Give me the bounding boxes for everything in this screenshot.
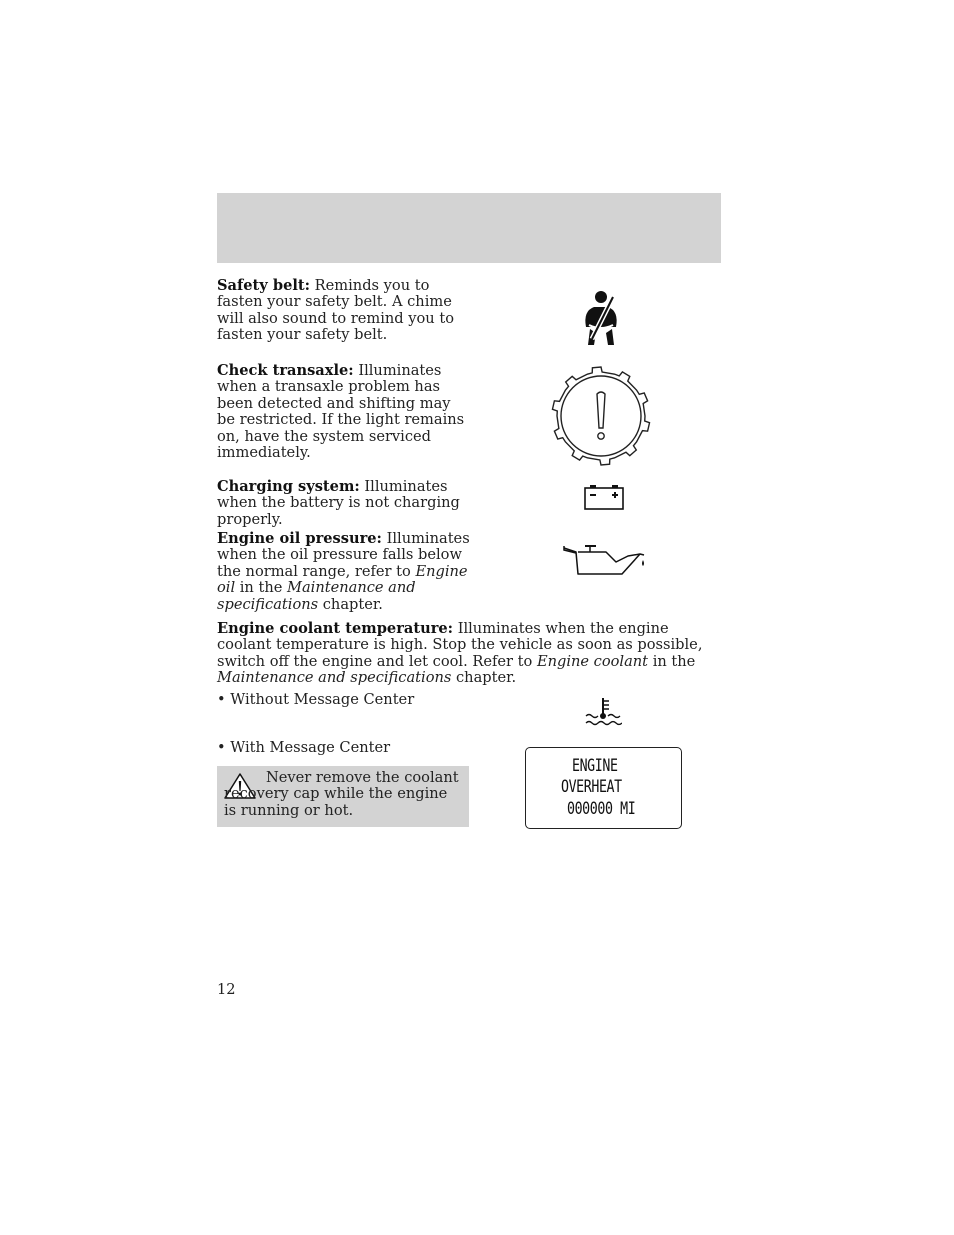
maintenance-chapter-text: Maintenance and specifications (217, 669, 452, 687)
warning-box (217, 766, 469, 827)
page-number: 12 (217, 981, 236, 998)
message-line-3: 000000 MI (567, 799, 636, 819)
seatbelt-icon (578, 289, 624, 347)
engine-oil-pressure-text-1: Illuminates when the oil pressure falls below the normal range, refer to (217, 530, 470, 580)
gear-outline (552, 367, 649, 465)
engine-oil-pressure-text-2: in the (235, 579, 288, 597)
engine-oil-link-text: Engine oil (217, 562, 468, 597)
engine-oil-pressure-paragraph (217, 531, 473, 613)
charging-system-text: Illuminates when the battery is not charging properly. (217, 478, 460, 528)
engine-oil-pressure-label: Engine oil pressure: (217, 530, 382, 547)
warning-text: Never remove the coolant recovery cap while the engine is running or hot. (224, 769, 459, 819)
charging-system-label: Charging system: (217, 478, 360, 495)
engine-coolant-text-3: chapter. (451, 669, 517, 687)
message-line-2: OVERHEAT (561, 777, 622, 797)
engine-oil-pressure-text-3: chapter. (318, 595, 383, 613)
bullet-without-message-center: • Without Message Center (217, 691, 415, 708)
safety-belt-paragraph (217, 278, 473, 344)
gear-exclamation-icon (551, 366, 651, 466)
engine-coolant-text-1: Illuminates when the engine coolant temperature is high. Stop the vehicle as soon as possible, switch off the engine and let cool. Refer to (217, 620, 703, 670)
safety-belt-text: Reminds you to fasten your safety belt. A chime will also sound to remind you to fasten your safety belt. (217, 277, 454, 344)
maintenance-chapter-text: Maintenance and specifications (217, 579, 416, 613)
oil-can-icon (562, 540, 650, 578)
message-center-display (525, 747, 682, 829)
safety-belt-label: Safety belt: (217, 277, 311, 294)
battery-icon (583, 483, 625, 511)
check-transaxle-paragraph (217, 363, 473, 461)
coolant-temperature-icon (584, 697, 622, 727)
engine-coolant-link-text: Engine coolant (536, 652, 649, 670)
charging-system-paragraph (217, 479, 473, 528)
engine-coolant-paragraph (217, 621, 717, 687)
engine-coolant-label: Engine coolant temperature: (217, 620, 454, 637)
check-transaxle-text: Illuminates when a transaxle problem has been detected and shifting may be restricted. If the light remains on, have the system serviced immediately. (217, 362, 465, 462)
message-line-1: ENGINE (572, 756, 618, 776)
check-transaxle-label: Check transaxle: (217, 362, 354, 379)
section-header-band (217, 193, 721, 263)
bullet-with-message-center: • With Message Center (217, 739, 391, 756)
engine-coolant-text-2: in the (648, 652, 696, 670)
